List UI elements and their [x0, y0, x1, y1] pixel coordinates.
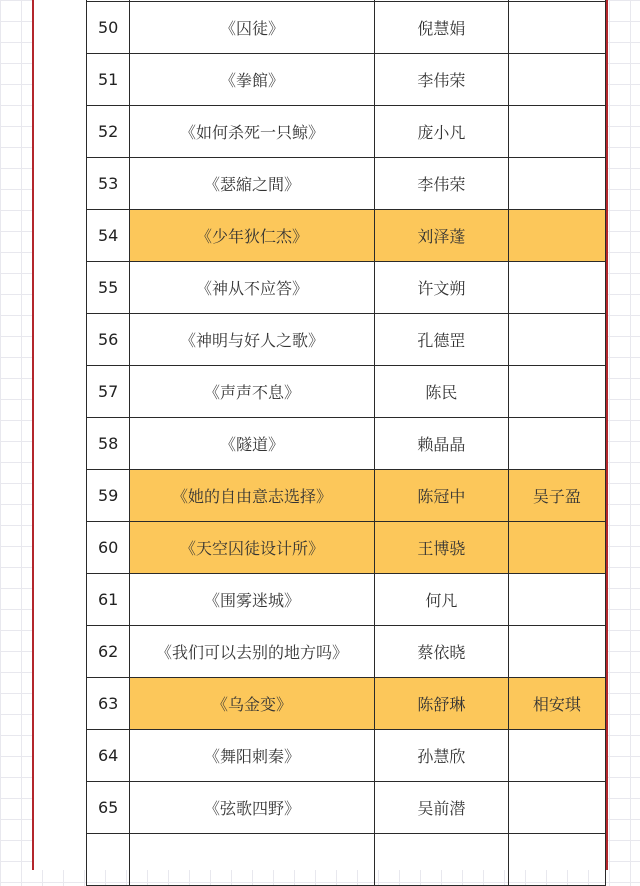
work-title: 《围雾迷城》 — [130, 574, 375, 626]
co-author-name — [508, 106, 605, 158]
work-title: 《如何杀死一只鲸》 — [130, 106, 375, 158]
co-author-name — [508, 574, 605, 626]
author-name: 倪慧娟 — [374, 2, 508, 54]
row-number: 63 — [87, 678, 130, 730]
table-row — [87, 106, 606, 158]
co-author-name — [508, 522, 605, 574]
co-author-name — [508, 834, 605, 886]
author-name: 陈民 — [374, 366, 508, 418]
row-number: 51 — [87, 54, 130, 106]
work-title: 《天空囚徒设计所》 — [130, 522, 375, 574]
co-author-name — [508, 314, 605, 366]
co-author-name — [508, 418, 605, 470]
co-author-name — [508, 210, 605, 262]
author-name: 孙慧欣 — [374, 730, 508, 782]
row-number: 62 — [87, 626, 130, 678]
author-name: 孔德罡 — [374, 314, 508, 366]
row-number: 55 — [87, 262, 130, 314]
row-number: 64 — [87, 730, 130, 782]
row-number: 61 — [87, 574, 130, 626]
table-row — [87, 314, 606, 366]
co-author-name — [508, 54, 605, 106]
row-number: 50 — [87, 2, 130, 54]
table-row — [87, 574, 606, 626]
co-author-name — [508, 262, 605, 314]
author-name: 刘泽蓬 — [374, 210, 508, 262]
row-number: 54 — [87, 210, 130, 262]
work-title: 《瑟縮之間》 — [130, 158, 375, 210]
table-row — [87, 418, 606, 470]
table-row — [87, 522, 606, 574]
row-number: 60 — [87, 522, 130, 574]
table-row — [87, 2, 606, 54]
work-title: 《舞阳刺秦》 — [130, 730, 375, 782]
work-title: 《我们可以去别的地方吗》 — [130, 626, 375, 678]
work-title: 《乌金变》 — [130, 678, 375, 730]
table-row — [87, 262, 606, 314]
author-name: 吴前潜 — [374, 782, 508, 834]
table-row — [87, 834, 606, 886]
table-row — [87, 366, 606, 418]
work-title — [130, 834, 375, 886]
table-row — [87, 782, 606, 834]
table-row — [87, 470, 606, 522]
table-row — [87, 626, 606, 678]
row-number: 58 — [87, 418, 130, 470]
author-name: 李伟荣 — [374, 158, 508, 210]
co-author-name: 相安琪 — [508, 678, 605, 730]
table-row — [87, 730, 606, 782]
row-number: 59 — [87, 470, 130, 522]
author-name: 何凡 — [374, 574, 508, 626]
author-name: 许文朔 — [374, 262, 508, 314]
work-title: 《神明与好人之歌》 — [130, 314, 375, 366]
work-title: 《拳館》 — [130, 54, 375, 106]
row-number — [87, 834, 130, 886]
work-title: 《神从不应答》 — [130, 262, 375, 314]
author-name — [374, 834, 508, 886]
work-title: 《隧道》 — [130, 418, 375, 470]
co-author-name — [508, 2, 605, 54]
table-body — [87, 0, 606, 886]
author-name: 陈冠中 — [374, 470, 508, 522]
row-number: 53 — [87, 158, 130, 210]
row-number: 56 — [87, 314, 130, 366]
work-title: 《少年狄仁杰》 — [130, 210, 375, 262]
document-page — [32, 0, 608, 870]
script-list-table — [86, 0, 606, 886]
co-author-name: 吴子盈 — [508, 470, 605, 522]
work-title: 《囚徒》 — [130, 2, 375, 54]
table-row — [87, 678, 606, 730]
row-number: 52 — [87, 106, 130, 158]
co-author-name — [508, 366, 605, 418]
table-row — [87, 54, 606, 106]
work-title: 《声声不息》 — [130, 366, 375, 418]
author-name: 陈舒琳 — [374, 678, 508, 730]
work-title: 《她的自由意志选择》 — [130, 470, 375, 522]
co-author-name — [508, 626, 605, 678]
author-name: 赖晶晶 — [374, 418, 508, 470]
row-number: 65 — [87, 782, 130, 834]
author-name: 王博骁 — [374, 522, 508, 574]
author-name: 李伟荣 — [374, 54, 508, 106]
co-author-name — [508, 158, 605, 210]
author-name: 蔡依晓 — [374, 626, 508, 678]
co-author-name — [508, 730, 605, 782]
row-number: 57 — [87, 366, 130, 418]
work-title: 《弦歌四野》 — [130, 782, 375, 834]
author-name: 庞小凡 — [374, 106, 508, 158]
table-row — [87, 158, 606, 210]
table-row — [87, 210, 606, 262]
co-author-name — [508, 782, 605, 834]
